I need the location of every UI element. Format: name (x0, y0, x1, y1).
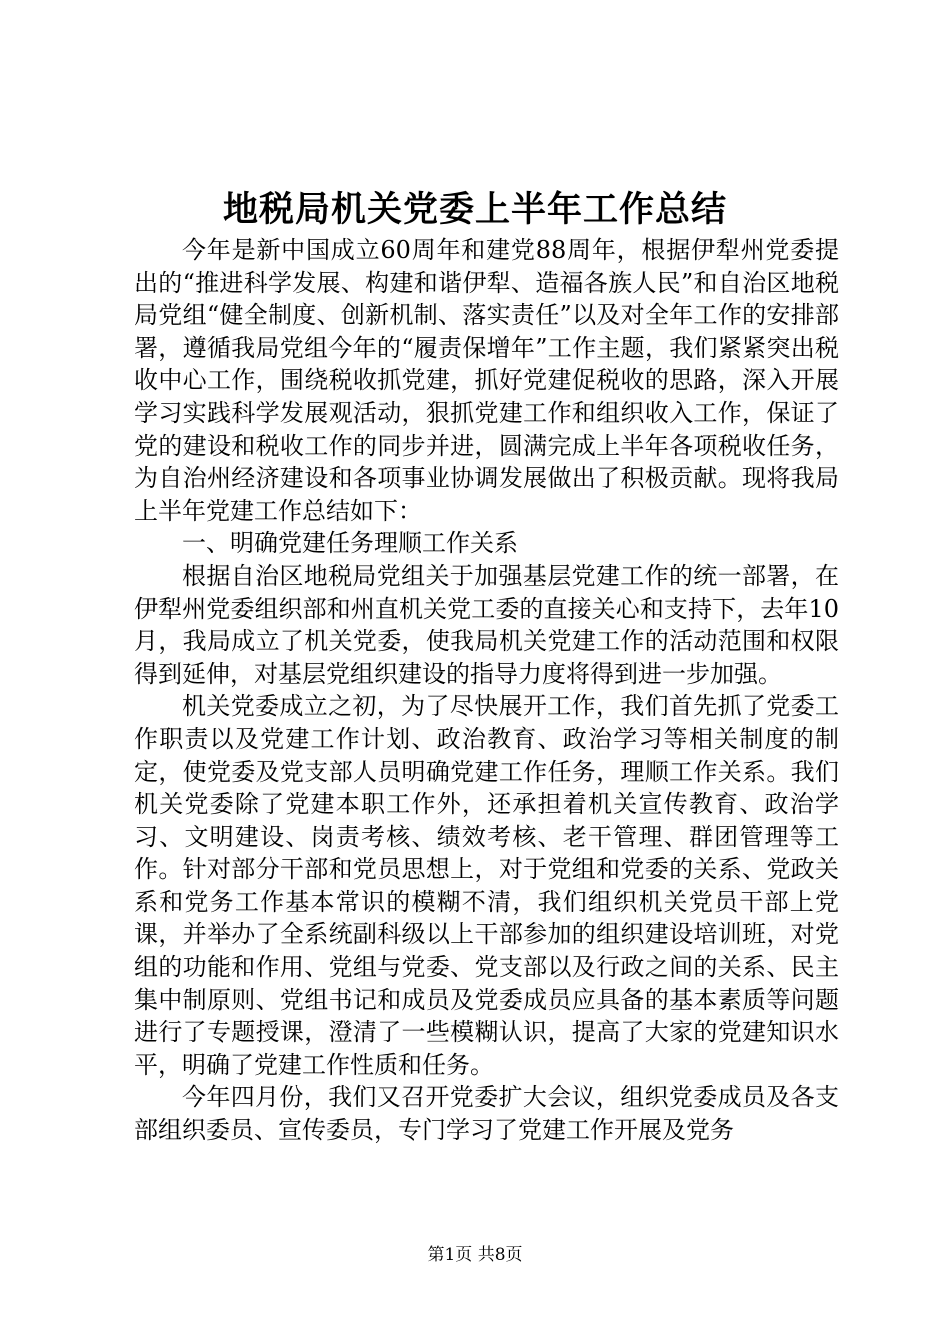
body-paragraph: 根据自治区地税局党组关于加强基层党建工作的统一部署，在伊犁州党委组织部和州直机关党工委的直接关心和支持下，去年10月，我局成立了机关党委，使我局机关党建工作的活动范围和权限得到延伸，对基层党组织建设的指导力度将得到进一步加强。 (134, 561, 839, 688)
document-title: 地税局机关党委上半年工作总结 (222, 189, 727, 230)
body-paragraph: 今年四月份，我们又召开党委扩大会议，组织党委成员及各支部组织委员、宣传委员，专门学习了党建工作开展及党务 (134, 1083, 839, 1145)
body-paragraph: 机关党委成立之初，为了尽快展开工作，我们首先抓了党委工作职责以及党建工作计划、政治教育、政治学习等相关制度的制定，使党委及党支部人员明确党建工作任务，理顺工作关系。我们机关党委除了党建本职工作外，还承担着机关宣传教育、政治学习、文明建设、岗责考核、绩效考核、老干管理、群团管理等工作。针对部分干部和党员思想上，对于党组和党委的关系、党政关系和党务工作基本常识的模糊不清，我们组织机关党员干部上党课，并举办了全系统副科级以上干部参加的组织建设培训班，对党组的功能和作用、党组与党委、党支部以及行政之间的关系、民主集中制原则、党组书记和成员及党委成员应具备的基本素质等问题进行了专题授课，澄清了一些模糊认识，提高了大家的党建知识水平，明确了党建工作性质和任务。 (134, 692, 839, 1079)
intro-paragraph: 今年是新中国成立60周年和建党88周年，根据伊犁州党委提出的“推进科学发展、构建和谐伊犁、造福各族人民”和自治区地税局党组“健全制度、创新机制、落实责任”以及对全年工作的安排部署，遵循我局党组今年的“履责保增年”工作主题，我们紧紧突出税收中心工作，围绕税收抓党建，抓好党建促税收的思路，深入开展学习实践科学发展观活动，狠抓党建工作和组织收入工作，保证了党的建设和税收工作的同步并进，圆满完成上半年各项税收任务，为自治州经济建设和各项事业协调发展做出了积极贡献。现将我局上半年党建工作总结如下： (134, 236, 839, 525)
document-body (134, 234, 839, 1147)
section-heading: 一、明确党建任务理顺工作关系 (182, 529, 518, 558)
page-number-footer: 第1页 共8页 (427, 1245, 523, 1265)
